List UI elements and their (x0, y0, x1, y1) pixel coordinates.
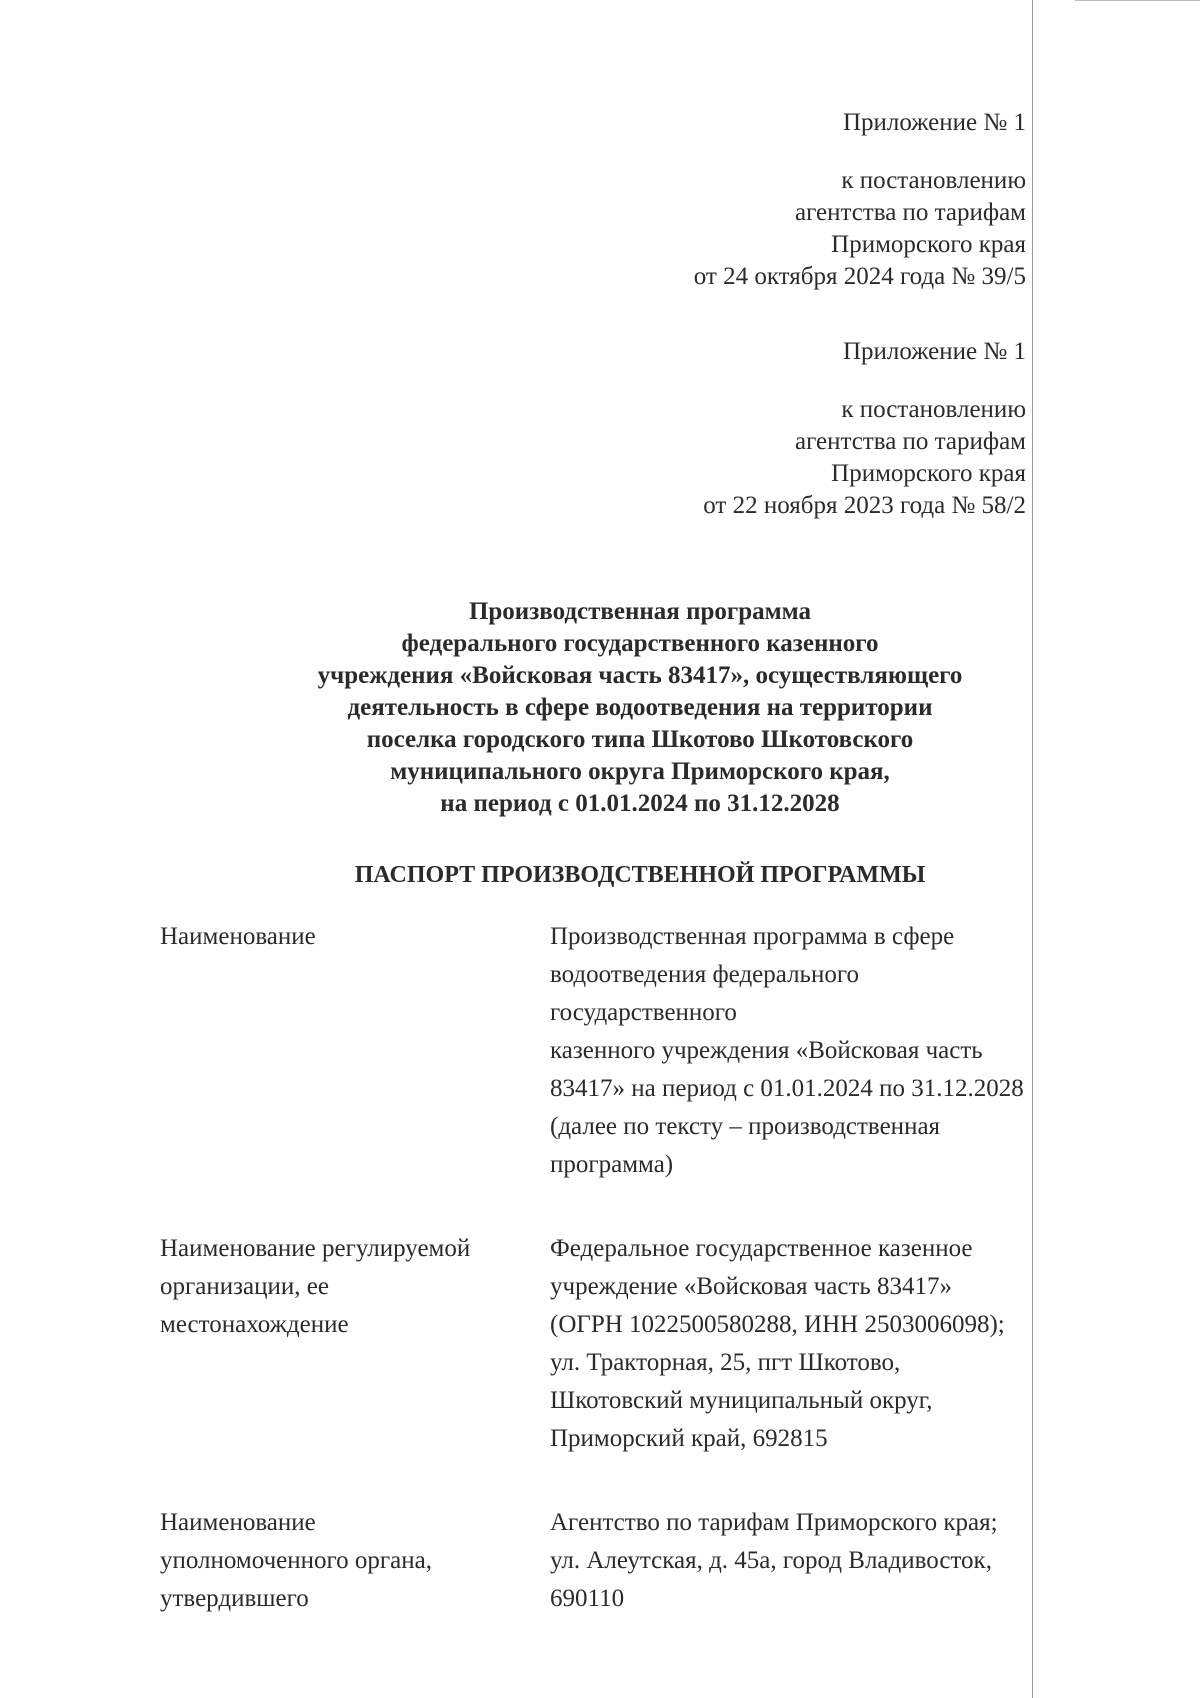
value-line: (ОГРН 1022500580288, ИНН 2503006098); (550, 1311, 1005, 1338)
appendix-previous (506, 336, 1026, 522)
value-line: программа) (550, 1151, 674, 1178)
passport-row-organization (160, 1230, 1100, 1458)
passport-row-name (160, 918, 1100, 1184)
passport-label (160, 1230, 550, 1458)
appendix-line: агентства по тарифам (794, 199, 1026, 226)
appendix-number: Приложение № 1 (842, 338, 1026, 365)
value-line: Приморский край, 692815 (550, 1425, 828, 1452)
appendix-line: к постановлению (841, 396, 1026, 423)
scan-edge-line (1075, 0, 1200, 1)
appendix-line: Приморского края (831, 460, 1026, 487)
title-line: поселка городского типа Шкотово Шкотовского (366, 726, 914, 753)
value-line: 690110 (550, 1585, 625, 1612)
passport-label (160, 1504, 550, 1618)
value-line: ул. Тракторная, 25, пгт Шкотово, (550, 1349, 901, 1376)
passport-value (550, 918, 1100, 1184)
label-line: Наименование (160, 1509, 316, 1536)
title-line: деятельность в сфере водоотведения на территории (347, 694, 933, 721)
label-line: Наименование (160, 923, 316, 950)
label-line: организации, ее (160, 1273, 329, 1300)
title-line: федерального государственного казенного (401, 630, 879, 657)
title-line: муниципального округа Приморского края, (390, 758, 890, 785)
value-line: (далее по тексту – производственная (550, 1113, 941, 1140)
appendix-date: от 24 октября 2024 года № 39/5 (693, 263, 1026, 290)
value-line: казенного учреждения «Войсковая часть (550, 1037, 983, 1064)
title-line: учреждения «Войсковая часть 83417», осуществляющего (317, 662, 963, 689)
passport-heading: ПАСПОРТ ПРОИЗВОДСТВЕННОЙ ПРОГРАММЫ (354, 862, 926, 888)
appendix-number: Приложение № 1 (842, 109, 1026, 136)
passport-label (160, 918, 550, 1184)
value-line: Шкотовский муниципальный округ, (550, 1387, 933, 1414)
value-line: Производственная программа в сфере (550, 923, 955, 950)
appendix-line: Приморского края (831, 231, 1026, 258)
value-line: учреждение «Войсковая часть 83417» (550, 1273, 953, 1300)
document-title (160, 596, 1120, 820)
passport-value (550, 1230, 1100, 1458)
appendix-date: от 22 ноября 2023 года № 58/2 (703, 492, 1026, 519)
value-line: Федеральное государственное казенное (550, 1235, 973, 1262)
label-line: утвердившего (160, 1585, 309, 1612)
title-line: на период с 01.01.2024 по 31.12.2028 (440, 790, 840, 817)
appendix-line: агентства по тарифам (794, 428, 1026, 455)
label-line: уполномоченного органа, (160, 1547, 432, 1574)
appendix-current (506, 107, 1026, 293)
value-line: водоотведения федерального (550, 961, 859, 988)
passport-value (550, 1504, 1100, 1618)
title-line: Производственная программа (468, 598, 812, 625)
appendix-line: к постановлению (841, 167, 1026, 194)
value-line: Агентство по тарифам Приморского края; (550, 1509, 998, 1536)
label-line: местонахождение (160, 1311, 349, 1338)
value-line: государственного (550, 999, 737, 1026)
label-line: Наименование регулируемой (160, 1235, 471, 1262)
passport-row-authority (160, 1504, 1100, 1618)
passport-table (160, 918, 1100, 1664)
value-line: ул. Алеутская, д. 45а, город Владивосток, (550, 1547, 992, 1574)
value-line: 83417» на период с 01.01.2024 по 31.12.2028 (550, 1075, 1024, 1102)
